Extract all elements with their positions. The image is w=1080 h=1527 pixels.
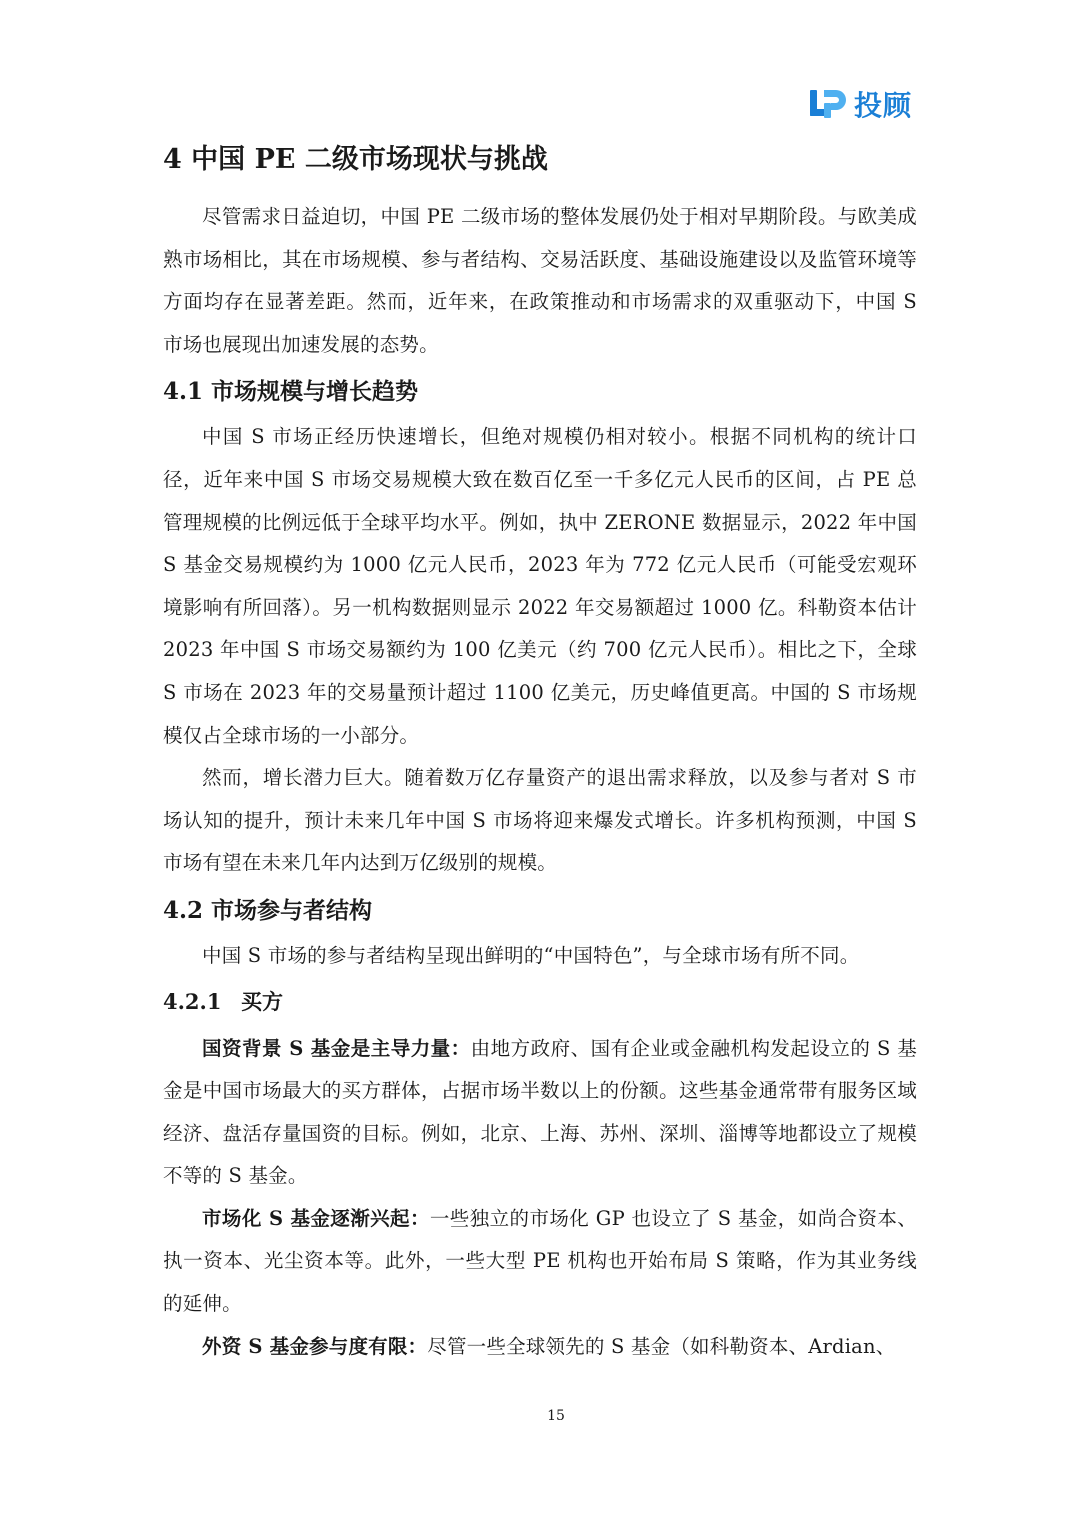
logo-text: 投顾 xyxy=(854,89,913,122)
buyer-paragraph-market xyxy=(163,1198,917,1326)
buyer-lead-state-owned: 国资背景 S 基金是主导力量： xyxy=(202,1036,471,1060)
section-4-2-intro-paragraph: 中国 S 市场的参与者结构呈现出鲜明的“中国特色”，与全球市场有所不同。 xyxy=(202,943,860,967)
section-4-2-1-title: 买方 xyxy=(241,988,283,1014)
buyer-paragraph-state-owned xyxy=(163,1028,917,1198)
buyer-paragraph-foreign xyxy=(163,1326,917,1369)
logo-mark-icon xyxy=(808,86,850,122)
section-4-heading: 4 中国 PE 二级市场现状与挑战 xyxy=(163,144,548,175)
page-number: 15 xyxy=(547,1408,565,1424)
buyer-lead-foreign: 外资 S 基金参与度有限： xyxy=(202,1334,428,1358)
section-4-2-1-heading xyxy=(163,982,917,1022)
buyer-lead-market: 市场化 S 基金逐渐兴起： xyxy=(202,1206,430,1230)
section-4-1-paragraph-1: 中国 S 市场正经历快速增长，但绝对规模仍相对较小。根据不同机构的统计口径，近年来中国 S 市场交易规模大致在数百亿至一千多亿元人民币的区间，占 PE 总管理规模的比例远低于全球平均水平。例如，执中 ZERONE 数据显示，2022 年中国 S 基金交易规模约为 1000 亿元人民币，2023 年为 772 亿元人民币（可能受宏观环境影响有所回落）。另一机构数据则显示 2022 年交易额超过 1000 亿。科勒资本估计 2023 年中国 S 市场交易额约为 100 亿美元（约 700 亿元人民币）。相比之下，全球 S 市场在 2023 年的交易量预计超过 1100 亿美元，历史峰值更高。中国的 S 市场规模仅占全球市场的一小部分。 xyxy=(163,425,917,747)
section-4-2-heading: 4.2 市场参与者结构 xyxy=(163,896,373,924)
buyer-text-market: 一些独立的市场化 GP 也设立了 S 基金，如尚合资本、执一资本、光尘资本等。此外，一些大型 PE 机构也开始布局 S 策略，作为其业务线的延伸。 xyxy=(163,1206,917,1316)
buyer-text-foreign: 尽管一些全球领先的 S 基金（如科勒资本、Ardian、 xyxy=(427,1334,896,1358)
section-4-1-heading: 4.1 市场规模与增长趋势 xyxy=(163,378,419,406)
section-4-intro-paragraph: 尽管需求日益迫切，中国 PE 二级市场的整体发展仍处于相对早期阶段。与欧美成熟市场相比，其在市场规模、参与者结构、交易活跃度、基础设施建设以及监管环境等方面均存在显著差距。然而，近年来，在政策推动和市场需求的双重驱动下，中国 S 市场也展现出加速发展的态势。 xyxy=(163,205,917,356)
section-4-2-1-number: 4.2.1 xyxy=(163,988,222,1014)
section-4-1-paragraph-2: 然而，增长潜力巨大。随着数万亿存量资产的退出需求释放，以及参与者对 S 市场认知的提升，预计未来几年中国 S 市场将迎来爆发式增长。许多机构预测，中国 S 市场有望在未来几年内达到万亿级别的规模。 xyxy=(163,766,917,875)
buyer-text-state-owned: 由地方政府、国有企业或金融机构发起设立的 S 基金是中国市场最大的买方群体，占据市场半数以上的份额。这些基金通常带有服务区域经济、盘活存量国资的目标。例如，北京、上海、苏州、深圳、淄博等地都设立了规模不等的 S 基金。 xyxy=(163,1036,917,1188)
page-content xyxy=(163,138,917,1368)
header-logo xyxy=(808,84,912,124)
